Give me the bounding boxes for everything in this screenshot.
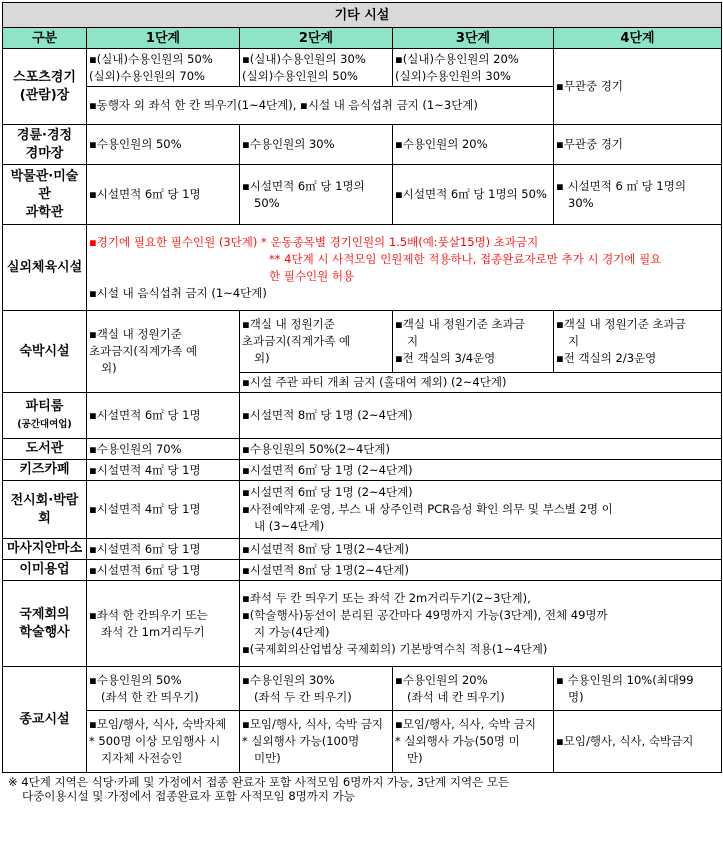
sports-level-3: ▪(실내)수용인원의 20% (실외)수용인원의 30% (393, 49, 554, 87)
lodging-level-1: ▪객실 내 정원기준 초과금지(직계가족 예 외) (87, 311, 240, 393)
beauty-level-1: ▪시설면적 6㎡ 당 1명 (87, 560, 240, 581)
religion-level-4: ▪ 수용인원의 10%(최대99 명) (554, 667, 722, 711)
sports-level-1: ▪(실내)수용인원의 50% (실외)수용인원의 70% (87, 49, 240, 87)
religion-gathering-level-2: ▪모임/행사, 식사, 숙박 금지 * 실외행사 가능(100명 미만) (240, 711, 393, 773)
outdoor-common: ▪경기에 필요한 필수인원 (3단계) * 운동종목별 경기인원의 1.5배(예:풋살15명) 초과금지 ** 4단계 시 사적모임 인원제한 적용하나, 접종완료자로만 추가 시 경기에 필요 한 필수인원 허용 ▪시설 내 음식섭취 금지 (1~4단계) (87, 225, 722, 311)
category-racing: 경륜·경정 경마장 (3, 125, 87, 165)
table-title: 기타 시설 (3, 3, 722, 28)
footnote-line-1: ※ 4단계 지역은 식당·카페 및 가정에서 접종 완료자 포함 사적모임 6명까지 가능, 3단계 지역은 모든 (8, 775, 510, 789)
category-conference: 국제회의 학술행사 (3, 581, 87, 667)
expo-level-1: ▪시설면적 4㎡ 당 1명 (87, 481, 240, 539)
table-row (3, 49, 722, 87)
library-level-1: ▪수용인원의 70% (87, 439, 240, 460)
museum-level-1: ▪시설면적 6㎡ 당 1명 (87, 165, 240, 225)
religion-level-3: ▪수용인원의 20% (좌석 네 칸 띄우기) (393, 667, 554, 711)
header-category: 구분 (3, 28, 87, 49)
table-row (3, 165, 722, 225)
kids-level-2-4: ▪시설면적 6㎡ 당 1명 (2~4단계) (240, 460, 722, 481)
category-party-room: 파티룸 (공간대여업) (3, 393, 87, 439)
religion-level-1: ▪수용인원의 50% (좌석 한 칸 띄우기) (87, 667, 240, 711)
party-level-2-4: ▪시설면적 8㎡ 당 1명 (2~4단계) (240, 393, 722, 439)
table-row (3, 439, 722, 460)
category-lodging: 숙박시설 (3, 311, 87, 393)
table-row (3, 481, 722, 539)
religion-gathering-level-1: ▪모임/행사, 식사, 숙박자제 * 500명 이상 모임행사 시 지자체 사전승인 (87, 711, 240, 773)
museum-level-2: ▪시설면적 6㎡ 당 1명의 50% (240, 165, 393, 225)
library-level-2-4: ▪수용인원의 50%(2~4단계) (240, 439, 722, 460)
footnote (0, 773, 722, 803)
racing-level-4: ▪무관중 경기 (554, 125, 722, 165)
table-row (3, 125, 722, 165)
category-massage: 마사지안마소 (3, 539, 87, 560)
lodging-level-2: ▪객실 내 정원기준 초과금지(직계가족 예 외) (240, 311, 393, 373)
table-row (3, 667, 722, 711)
table-row (3, 581, 722, 667)
header-level-3: 3단계 (393, 28, 554, 49)
header-level-1: 1단계 (87, 28, 240, 49)
sports-common: ▪동행자 외 좌석 한 칸 띄우기(1~4단계), ▪시설 내 음식섭취 금지 (1~3단계) (87, 87, 554, 125)
religion-gathering-level-3: ▪모임/행사, 식사, 숙박 금지 * 실외행사 가능(50명 미 만) (393, 711, 554, 773)
lodging-common: ▪시설 주관 파티 개최 금지 (홀대여 제외) (2~4단계) (240, 373, 722, 393)
sports-level-2: ▪(실내)수용인원의 30% (실외)수용인원의 50% (240, 49, 393, 87)
party-level-1: ▪시설면적 6㎡ 당 1명 (87, 393, 240, 439)
museum-level-4: ▪ 시설면적 6 ㎡ 당 1명의 30% (554, 165, 722, 225)
category-exhibition: 전시회·박람 회 (3, 481, 87, 539)
conference-level-1: ▪좌석 한 칸띄우기 또는 좌석 간 1m거리두기 (87, 581, 240, 667)
expo-level-2-4: ▪시설면적 6㎡ 당 1명 (2~4단계) ▪사전예약제 운영, 부스 내 상주인력 PCR음성 확인 의무 및 부스별 2명 이 내 (3~4단계) (240, 481, 722, 539)
header-row (3, 28, 722, 49)
lodging-level-3: ▪객실 내 정원기준 초과금 지 ▪전 객실의 3/4운영 (393, 311, 554, 373)
category-outdoor: 실외체육시설 (3, 225, 87, 311)
racing-level-2: ▪수용인원의 30% (240, 125, 393, 165)
beauty-level-2-4: ▪시설면적 8㎡ 당 1명(2~4단계) (240, 560, 722, 581)
museum-level-3: ▪시설면적 6㎡ 당 1명의 50% (393, 165, 554, 225)
footnote-line-2: 다중이용시설 및 가정에서 접종완료자 포함 사적모임 8명까지 가능 (22, 789, 355, 803)
table-row (3, 393, 722, 439)
header-level-4: 4단계 (554, 28, 722, 49)
religion-level-2: ▪수용인원의 30% (좌석 두 칸 띄우기) (240, 667, 393, 711)
table-row (3, 460, 722, 481)
conference-level-2-4: ▪좌석 두 칸 띄우기 또는 좌석 간 2m거리두기(2~3단계), ▪(학술행사)동선이 분리된 공간마다 49명까지 가능(3단계), 전체 49명까 지 가능(4단계) ▪(국제회의산업법상 국제회의) 기본방역수칙 적용(1~4단계) (240, 581, 722, 667)
category-religion: 종교시설 (3, 667, 87, 773)
lodging-level-4: ▪객실 내 정원기준 초과금 지 ▪전 객실의 2/3운영 (554, 311, 722, 373)
facility-table (2, 2, 722, 773)
category-library: 도서관 (3, 439, 87, 460)
table-row (3, 560, 722, 581)
racing-level-3: ▪수용인원의 20% (393, 125, 554, 165)
table-row (3, 711, 722, 773)
category-sports: 스포츠경기(관람)장 (3, 49, 87, 125)
category-museum: 박물관·미술관 과학관 (3, 165, 87, 225)
table-row (3, 539, 722, 560)
massage-level-2-4: ▪시설면적 8㎡ 당 1명(2~4단계) (240, 539, 722, 560)
massage-level-1: ▪시설면적 6㎡ 당 1명 (87, 539, 240, 560)
category-beauty: 이미용업 (3, 560, 87, 581)
table-row (3, 225, 722, 311)
header-level-2: 2단계 (240, 28, 393, 49)
sports-level-4: ▪무관중 경기 (554, 49, 722, 125)
category-kids-cafe: 키즈카페 (3, 460, 87, 481)
kids-level-1: ▪시설면적 4㎡ 당 1명 (87, 460, 240, 481)
religion-gathering-level-4: ▪모임/행사, 식사, 숙박금지 (554, 711, 722, 773)
racing-level-1: ▪수용인원의 50% (87, 125, 240, 165)
table-row (3, 311, 722, 373)
